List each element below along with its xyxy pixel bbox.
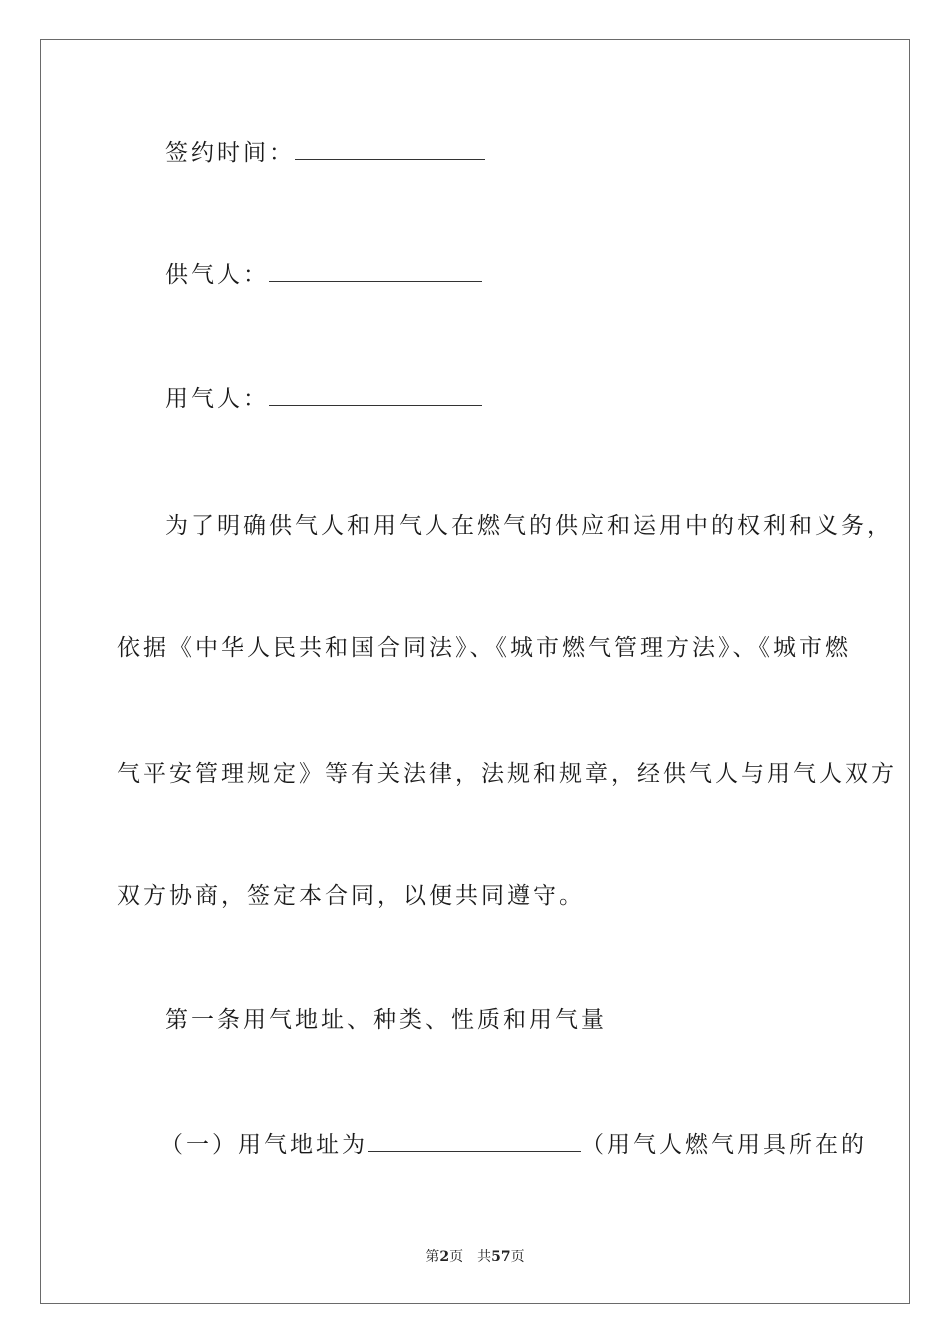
supplier-line — [165, 259, 482, 290]
supplier-label: 供气人： — [165, 262, 269, 288]
footer-total-pages: 57 — [491, 1249, 511, 1265]
page-footer — [0, 1247, 950, 1267]
item-one-prefix: （一）用气地址为 — [160, 1132, 368, 1158]
footer-page-number: 2 — [439, 1249, 450, 1265]
user-line — [165, 383, 482, 414]
article-title: 第一条用气地址、种类、性质和用气量 — [165, 1007, 607, 1033]
paragraph-line-1: 为了明确供气人和用气人在燃气的供应和运用中的权利和义务， — [165, 513, 893, 539]
item-one-line — [160, 1129, 867, 1160]
page-border — [40, 39, 910, 1304]
paragraph-line-3: 气平安管理规定》等有关法律，法规和规章，经供气人与用气人双方 — [117, 761, 897, 787]
user-blank[interactable] — [269, 383, 482, 406]
signing-time-label: 签约时间： — [165, 140, 295, 166]
signing-time-line — [165, 137, 485, 168]
item-one-suffix: （用气人燃气用具所在的 — [581, 1132, 867, 1158]
supplier-blank[interactable] — [269, 259, 482, 282]
signing-time-blank[interactable] — [295, 137, 485, 160]
address-blank[interactable] — [368, 1129, 581, 1152]
footer-page-prefix: 第 — [425, 1249, 440, 1265]
footer-page-suffix: 页 — [510, 1249, 525, 1265]
paragraph-line-4: 双方协商，签定本合同，以便共同遵守。 — [117, 883, 585, 909]
paragraph-line-2: 依据《中华人民共和国合同法》、《城市燃气管理方法》、《城市燃 — [117, 635, 851, 661]
user-label: 用气人： — [165, 386, 269, 412]
footer-page-mid: 页 共 — [449, 1249, 492, 1265]
